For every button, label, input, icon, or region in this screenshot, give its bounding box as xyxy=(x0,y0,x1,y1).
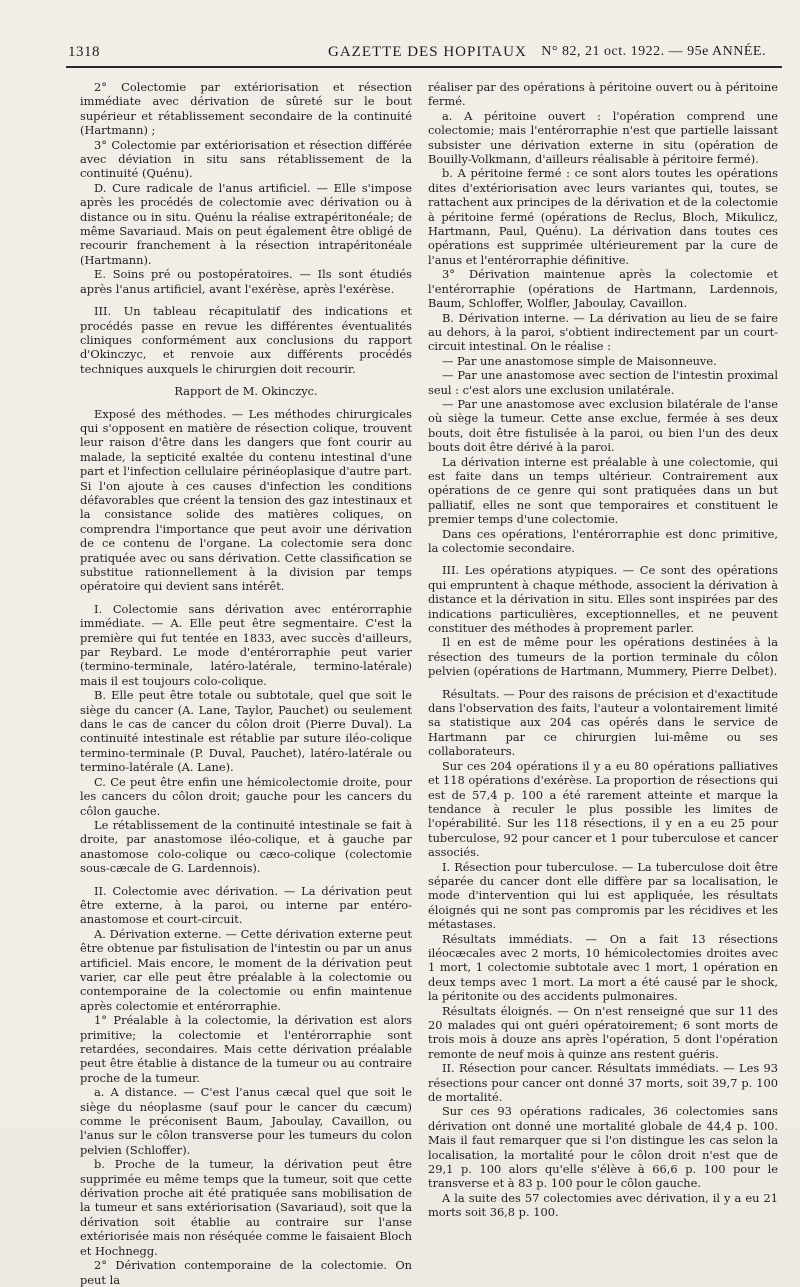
paragraph: B. Dérivation interne. — La dérivation au lieu de se faire au dehors, à la paroi, s'obtient indirectement par un court-circuit intestinal. On le réalise : xyxy=(428,310,778,354)
paragraph: 3° Colectomie par extériorisation et résection différée avec déviation in situ sans rétablissement de la continuité (Quénu). xyxy=(80,137,412,181)
paragraph: II. Résection pour cancer. Résultats immédiats. — Les 93 résections pour cancer ont donné 37 morts, soit 39,7 p. 100 de mortalité. xyxy=(428,1061,778,1105)
paragraph: C. Ce peut être enfin une hémicolectomie droite, pour les cancers du côlon droit; gauche pour les cancers du côlon gauche. xyxy=(80,774,412,818)
paragraph: Le rétablissement de la continuité intestinale se fait à droite, par anastomose iléo-colique, et à gauche par anastomose colo-colique ou cæco-colique (colectomie sous-cæcale de G. Lardennois). xyxy=(80,817,412,876)
paragraph: Sur ces 204 opérations il y a eu 80 opérations palliatives et 118 opérations d'exérèse. La proportion de résections qui est de 57,4 p. 100 a été rarement atteinte et marque la tendance à reculer le plus possible les limites de l'opérabilité. Sur les 118 résections, il y en a eu 25 pour tuberculose, 92 pour cancer et 1 pour tuberculose et cancer associés. xyxy=(428,758,778,860)
paragraph: Exposé des méthodes. — Les méthodes chirurgicales qui s'opposent en matière de résection colique, trouvent leur raison d'être dans les dangers que font courir au malade, la septicité exaltée du contenu intestinal d'une part et l'infection cellulaire périnéoplasique d'autre part. Si l'on ajoute à ces causes d'infection les conditions défavorables que créent la tension des gaz intestinaux et la consistance solide des matières coliques, on comprendra l'importance que peut avoir une dérivation de ce contenu de l'organe. La colectomie sera donc pratiquée avec ou sans dérivation. Cette classification se substitue rationnellement à la division par temps opératoire qui devient sans intérêt. xyxy=(80,406,412,594)
paragraph: Résultats éloignés. — On n'est renseigné que sur 11 des 20 malades qui ont guéri opératoirement; 6 sont morts de trois mois à douze ans après l'opération, 5 dont l'opération remonte de neuf mois à quinze ans restent guéris. xyxy=(428,1003,778,1061)
paragraph: III. Un tableau récapitulatif des indications et procédés passe en revue les différentes éventualités cliniques conformément aux conclusions du rapport d'Okinczyc, et renvoie aux différents procédés techniques auxquels le chirurgien doit recourir. xyxy=(80,304,412,376)
paragraph: réaliser par des opérations à péritoine ouvert ou à péritoine fermé. xyxy=(428,80,778,109)
paragraph: 2° Dérivation contemporaine de la colectomie. On peut la xyxy=(80,1258,412,1287)
left-column xyxy=(80,80,412,1287)
page-header xyxy=(68,44,780,64)
paragraph: b. Proche de la tumeur, la dérivation peut être supprimée eu même temps que la tumeur, soit que cette dérivation proche ait été pratiquée sans mobilisation de la tumeur et sans extériorisation (Savariaud), soit que la dérivation soit établie au contraire sur l'anse extériorisée mais non réséquée comme le faisaient Bloch et Hochnegg. xyxy=(80,1157,412,1258)
paragraph: A. Dérivation externe. — Cette dérivation externe peut être obtenue par fistulisation de l'intestin ou par un anus artificiel. Mais encore, le moment de la dérivation peut varier, car elle peut être préalable à la colectomie ou contemporaine de la colectomie ou enfin maintenue après colectomie et entérorraphie. xyxy=(80,926,412,1013)
paragraph: 1° Préalable à la colectomie, la dérivation est alors primitive; la colectomie et l'entérorraphie sont retardées, secondaires. Mais cette dérivation préalable peut être établie à distance de la tumeur ou au contraire proche de la tumeur. xyxy=(80,1013,412,1085)
paragraph: a. A péritoine ouvert : l'opération comprend une colectomie; mais l'entérorraphie n'est que partielle laissant subsister une dérivation externe in situ (opération de Bouilly-Volkmann, d'ailleurs réalisable à péritoire fermé). xyxy=(428,108,778,167)
paragraph: I. Colectomie sans dérivation avec entérorraphie immédiate. — A. Elle peut être segmentaire. C'est la première qui fut tentée en 1833, avec succès d'ailleurs, par Reybard. Le mode d'entérorraphie peut varier (termino-terminale, latéro-latérale, termino-latérale) mais il est toujours colo-colique. xyxy=(80,601,412,688)
paragraph: Dans ces opérations, l'entérorraphie est donc primitive, la colectomie secondaire. xyxy=(428,526,778,555)
paragraph: Résultats. — Pour des raisons de précision et d'exactitude dans l'observation des faits, l'auteur a volontairement limité sa statistique aux 204 cas opérés dans le service de Hartmann par ce chirurgien lui-même ou ses collaborateurs. xyxy=(428,686,778,759)
paragraph: — Par une anastomose simple de Maisonneuve. xyxy=(442,353,717,368)
paragraph: — Par une anastomose avec section de l'intestin proximal seul : c'est alors une exclusion unilatérale. xyxy=(428,368,778,397)
paragraph: Sur ces 93 opérations radicales, 36 colectomies sans dérivation ont donné une mortalité globale de 44,4 p. 100. Mais il faut remarquer que si l'on distingue les cas selon la localisation, la mortalité pour le côlon droit n'est que de 29,1 p. 100 alors qu'elle s'élève à 66,6 p. 100 pour le transverse et à 83 p. 100 pour le côlon gauche. xyxy=(428,1104,778,1191)
paragraph: — Par une anastomose avec exclusion bilatérale de l'anse où siège la tumeur. Cette anse exclue, fermée à ses deux bouts, doit être fistulisée à la paroi, ou bien l'un des deux bouts doit être dérivé à la paroi. xyxy=(428,396,778,455)
paragraph: Il en est de même pour les opérations destinées à la résection des tumeurs de la portion terminale du côlon pelvien (opérations de Hartmann, Mummery, Pierre Delbet). xyxy=(428,635,778,679)
paragraph: b. A péritoine fermé : ce sont alors toutes les opérations dites d'extériorisation avec leurs variantes qui, toutes, se rattachent aux principes de la dérivation et de la colectomie à péritoine fermé (opérations de Reclus, Bloch, Mikulicz, Hartmann, Paul, Quénu). La dérivation dans toutes ces opérations est supprimée ultérieurement par la cure de l'anus et l'entérorraphie définitive. xyxy=(428,166,778,267)
paragraph: I. Résection pour tuberculose. — La tuberculose doit être séparée du cancer dont elle diffère par sa localisation, le mode d'intervention qui lui est appliquée, les résultats éloignés qui ne sont pas compromis par les récidives et les métastases. xyxy=(428,859,778,932)
page-number: 1318 xyxy=(68,44,100,60)
publication-title: GAZETTE DES HOPITAUX xyxy=(328,44,527,60)
paragraph: E. Soins pré ou postopératoires. — Ils sont étudiés après l'anus artificiel, avant l'exérèse, après l'exérèse. xyxy=(80,267,412,296)
paragraph: II. Colectomie avec dérivation. — La dérivation peut être externe, à la paroi, ou interne par entéro-anastomose et court-circuit. xyxy=(80,883,412,927)
right-column xyxy=(428,80,778,1220)
paragraph: a. A distance. — C'est l'anus cæcal quel que soit le siège du néoplasme (sauf pour le cancer du cæcum) comme le préconisent Baum, Jaboulay, Cavaillon, ou l'anus sur le côlon transverse pour les tumeurs du colon pelvien (Schloffer). xyxy=(80,1085,412,1157)
paragraph: B. Elle peut être totale ou subtotale, quel que soit le siège du cancer (A. Lane, Taylor, Pauchet) ou seulement dans le cas de cancer du côlon droit (Pierre Duval). La continuité intestinale est rétablie par suture iléo-colique termino-terminale (P. Duval, Pauchet), latéro-latérale ou termino-latérale (A. Lane). xyxy=(80,688,412,775)
paragraph: 2° Colectomie par extériorisation et résection immédiate avec dérivation de sûreté sur le bout supérieur et rétablissement secondaire de la continuité (Hartmann) ; xyxy=(80,80,412,138)
paragraph: Rapport de M. Okinczyc. xyxy=(174,384,318,399)
paragraph: 3° Dérivation maintenue après la colectomie et l'entérorraphie (opérations de Hartmann, Lardennois, Baum, Schloffer, Wolfler, Jaboulay, Cavaillon. xyxy=(428,267,778,311)
paragraph: La dérivation interne est préalable à une colectomie, qui est faite dans un temps ultérieur. Contrairement aux opérations de ce genre qui sont pratiquées dans un but palliatif, elles ne sont que temporaires et constituent le premier temps d'une colectomie. xyxy=(428,454,778,527)
paragraph: D. Cure radicale de l'anus artificiel. — Elle s'impose après les procédés de colectomie avec dérivation ou à distance ou in situ. Quénu la réalise extrapéritonéale; de même Savariaud. Mais on peut également être obligé de recourir franchement à la résection intrapéritonéale (Hartmann). xyxy=(80,180,412,267)
paragraph: Résultats immédiats. — On a fait 13 résections iléocæcales avec 2 morts, 10 hémicolectomies droites avec 1 mort, 1 colectomie subtotale avec 1 mort, 1 opération en deux temps avec 1 mort. La mort a été causé par le shock, la péritonite ou des accidents pulmonaires. xyxy=(428,931,778,1004)
header-rule xyxy=(66,66,782,68)
paragraph: A la suite des 57 colectomies avec dérivation, il y a eu 21 morts soit 36,8 p. 100. xyxy=(428,1190,778,1220)
paragraph: III. Les opérations atypiques. — Ce sont des opérations qui empruntent à chaque méthode, associent la dérivation à distance et la dérivation in situ. Elles sont inspirées par des indications particulières, exceptionnelles, et ne peuvent constituer des méthodes à proprement parler. xyxy=(428,563,778,636)
issue-info: N° 82, 21 oct. 1922. — 95e ANNÉE. xyxy=(541,44,766,59)
